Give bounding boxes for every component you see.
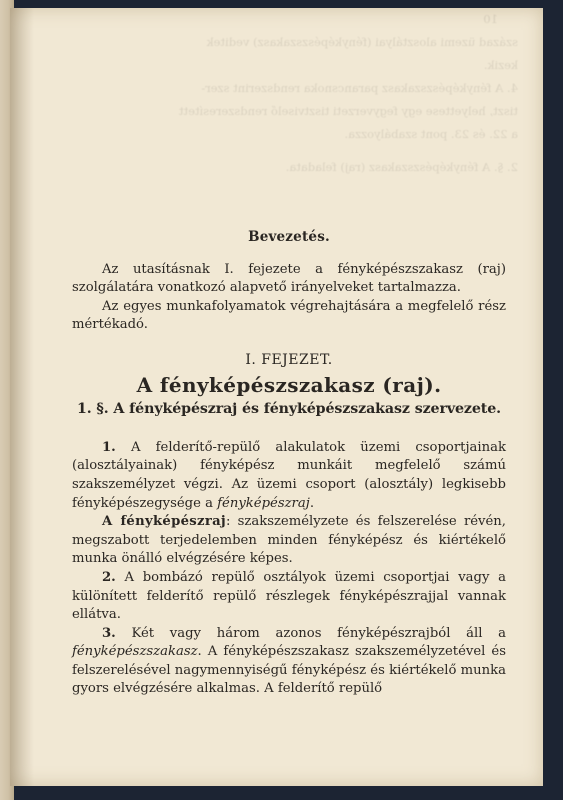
paragraph-number: 1. (102, 439, 116, 455)
paragraph-1 (72, 439, 506, 513)
italic-term: fényképészszakasz (72, 644, 198, 660)
italic-term: fényképészraj (217, 495, 310, 511)
bleed-line: tiszt, helyettese egy fegyverzeti tisztviselő rendszeresített (178, 104, 518, 118)
paragraph-text: Két vagy három azonos fényképészrajból áll a (115, 625, 506, 641)
bleed-line: a 22. és 23. pont szabályozza. (344, 127, 518, 141)
paragraph-number: 3. (102, 625, 116, 641)
defined-term: A fényképészraj (102, 514, 226, 530)
bleed-through-text (48, 8, 518, 228)
paragraph-2 (72, 569, 506, 625)
bleed-line: század üzemi alosztályai (fényképészszakasz) veditek (206, 35, 518, 49)
intro-paragraph-1: Az utasításnak I. fejezete a fényképészszakasz (raj) szolgálatára vonatkozó alapvető irányelveket tartalmazza. (72, 261, 506, 296)
section-title: 1. §. A fényképészraj és fényképészszakasz szervezete. (76, 401, 502, 418)
paragraph-text: . A fényképészszakasz szakszemélyzetével és felszerelésével nagymennyiségű fényképész és kiértékelő munka gyors elvégzésére alkalmas. A felderítő repülő (72, 644, 506, 697)
bleed-line: kezik. (483, 58, 518, 72)
gutter-shadow (10, 8, 34, 786)
chapter-heading: I. FEJEZET. (245, 351, 333, 368)
intro-paragraph-2: Az egyes munkafolyamatok végrehajtására a megfelelő rész mértékadó. (72, 298, 506, 333)
bleed-line: 10 (483, 12, 498, 26)
introduction-heading: Bevezetés. (248, 229, 330, 245)
paragraph-text: : szakszemélyzete és felszerelése révén, megszabott terjedelemben minden fényképész és kiértékelő munka önálló elvégzésére képes. (72, 514, 506, 567)
paragraph-text: A bombázó repülő osztályok üzemi csoportjai vagy a különített felderítő repülő részlegek fényképészrajjal vannak ellátva. (72, 569, 506, 623)
paragraph-3 (72, 625, 506, 699)
paragraph-number: 2. (102, 569, 116, 585)
page-content (72, 228, 506, 699)
bleed-line: 4. A fényképészszakasz parancsnoka rendszerint szer- (201, 81, 518, 95)
paragraph-text: A felderítő-repülő alakulatok üzemi csoportjainak (alosztályainak) fényképész munkáit megfelelő számú szakszemélyzet végzi. Az üzemi csoport (alosztály) legkisebb fényképészegysége a (72, 439, 506, 511)
paragraph-end: . (309, 495, 315, 511)
paragraph-fenykepeszraj (72, 513, 506, 569)
bleed-line: 2. §. A fényképészszakasz (raj) feladata. (285, 160, 518, 174)
book-page (10, 8, 543, 786)
chapter-title: A fényképészszakasz (raj). (136, 372, 442, 397)
